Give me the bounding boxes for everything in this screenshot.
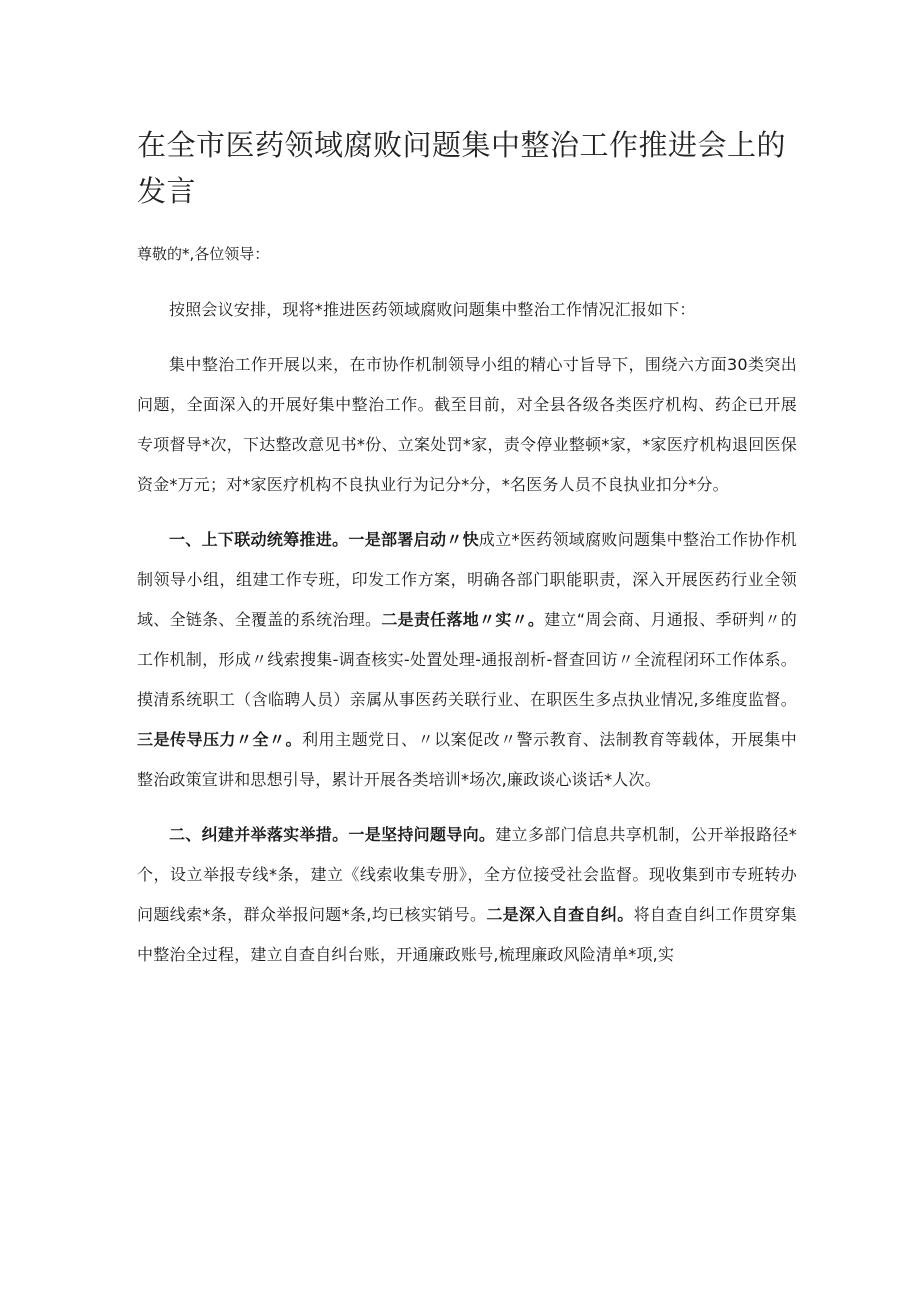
section-2-point-1-lead: 一是坚持问题导向。 [348, 825, 496, 844]
section-1-point-1-text: 成立*医药领域腐败问题集中整治工作协作机制领导小组，组建工作专班，印发工作方案，明确各部门职能职责，深入开展医药行业全领域、全链条、全覆盖的系统治理。 [137, 530, 797, 629]
section-1-paragraph [137, 520, 797, 800]
section-2-heading: 二、纠建并举落实举措。 [169, 825, 349, 844]
section-1-point-2-lead: 二是责任落地〃实〃。 [381, 610, 545, 629]
document-body [137, 290, 797, 990]
intro-paragraph: 按照会议安排，现将*推进医药领域腐败问题集中整治工作情况汇报如下： [169, 300, 696, 319]
salutation: 尊敬的*,各位领导： [137, 245, 270, 263]
section-1-point-1-lead: 一是部署启动〃快 [348, 530, 479, 549]
overview-paragraph: 集中整治工作开展以来，在市协作机制领导小组的精心寸旨导下，围绕六方面30类突出问题，全面深入的开展好集中整治工作。截至目前，对全县各级各类医疗机构、药企已开展专项督导*次，下达整改意见书*份、立案处罚*家，责令停业整顿*家，*家医疗机构退回医保资金*万元；对*家医疗机构不良执业行为记分*分，*名医务人员不良执业扣分*分。 [137, 355, 797, 494]
section-1-point-2-text: 建立“周会商、月通报、季研判〃的工作机制，形成〃线索搜集-调查核实-处置处理-通报剖析-督查回访〃全流程闭环工作体系。摸清系统职工（含临聘人员）亲属从事医药关联行业、在职医生多点执业情况,多维度监督。 [137, 610, 797, 709]
section-2-point-2-text: 将自查自纠工作贯穿集中整治全过程，建立自查自纠台账，开通廉政账号,梳理廉政风险清单*项,实 [137, 905, 797, 964]
section-1-point-3-lead: 三是传导压力〃全〃。 [137, 730, 303, 749]
section-1-heading: 一、上下联动统筹推进。 [169, 530, 349, 549]
section-2-point-1-text: 建立多部门信息共享机制，公开举报路径*个，设立举报专线*条，建立《线索收集专册》，全方位接受社会监督。现收集到市专班转办问题线索*条，群众举报问题*条,均已核实销号。 [137, 825, 797, 924]
section-2-paragraph [137, 815, 797, 975]
document-title: 在全市医药领域腐败问题集中整治工作推进会上的发言 [137, 128, 787, 208]
section-2-point-2-lead: 二是深入自查自纠。 [486, 905, 634, 924]
section-1-point-3-text: 利用主题党日、〃以案促改〃警示教育、法制教育等载体，开展集中整治政策宣讲和思想引导，累计开展各类培训*场次,廉政谈心谈话*人次。 [137, 730, 797, 789]
